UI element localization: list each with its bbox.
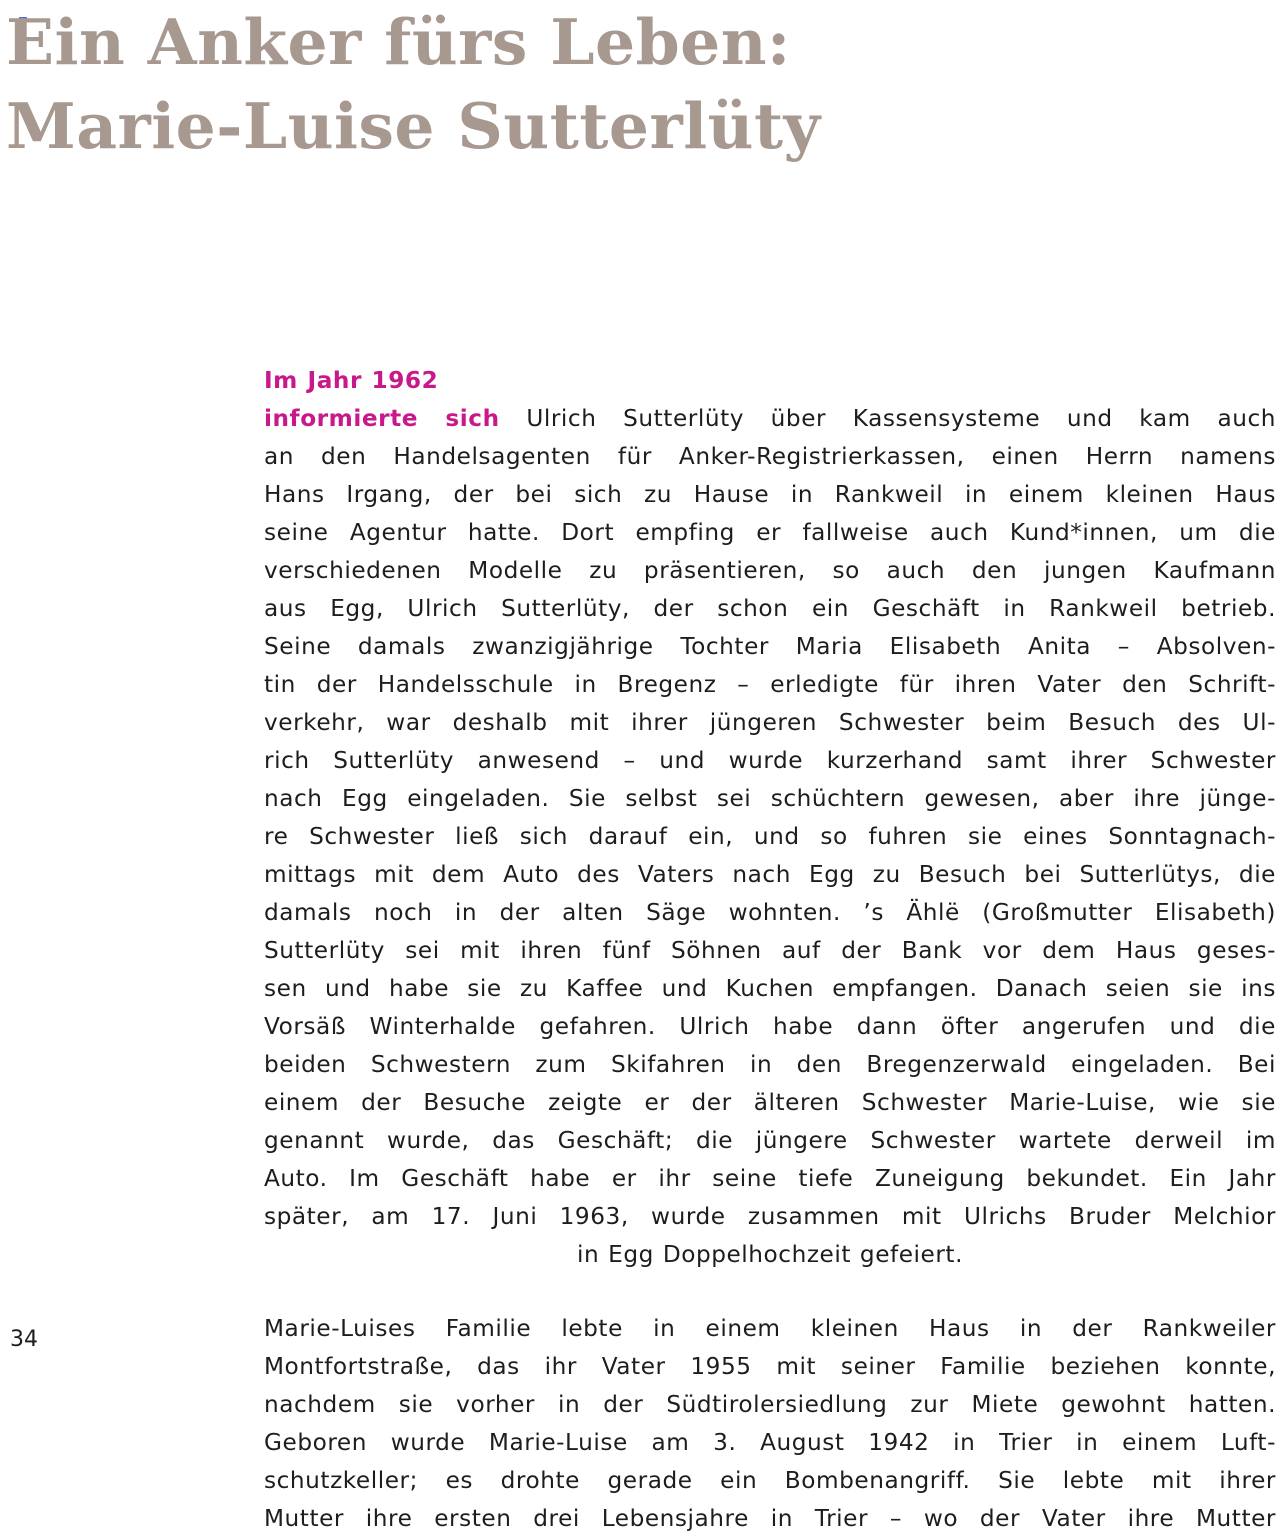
paragraph-line: Auto. Im Geschäft habe er ihr seine tiefe Zuneigung bekundet. Ein Jahr <box>264 1165 1276 1192</box>
paragraph-line: genannt wurde, das Geschäft; die jüngere Schwester wartete derweil im <box>264 1127 1276 1154</box>
paragraph-2-lines <box>264 1310 1276 1535</box>
paragraph-1 <box>264 362 1276 1274</box>
paragraph-line: mittags mit dem Auto des Vaters nach Egg zu Besuch bei Sutterlütys, die <box>264 861 1276 888</box>
paragraph-line: seine Agentur hatte. Dort empfing er fallweise auch Kund*innen, um die <box>264 519 1276 546</box>
paragraph-last-line: in Egg Doppelhochzeit gefeiert. <box>577 1241 963 1268</box>
paragraph-line: aus Egg, Ulrich Sutterlüty, der schon ein Geschäft in Rankweil betrieb. <box>264 595 1276 622</box>
paragraph-line: damals noch in der alten Säge wohnten. ’s Ählë (Großmutter Elisabeth) <box>264 899 1276 926</box>
paragraph-line: verschiedenen Modelle zu präsentieren, so auch den jungen Kaufmann <box>264 557 1276 584</box>
paragraph-line: später, am 17. Juni 1963, wurde zusammen mit Ulrichs Bruder Melchior <box>264 1203 1276 1230</box>
paragraph-line: nach Egg eingeladen. Sie selbst sei schüchtern gewesen, aber ihre jünge- <box>264 785 1276 812</box>
paragraph-line: Sutterlüty sei mit ihren fünf Söhnen auf der Bank vor dem Haus geses- <box>264 937 1276 964</box>
paragraph-line: verkehr, war deshalb mit ihrer jüngeren Schwester beim Besuch des Ul- <box>264 709 1276 736</box>
paragraph-line: tin der Handelsschule in Bregenz – erledigte für ihren Vater den Schrift- <box>264 671 1276 698</box>
paragraph-line: rich Sutterlüty anwesend – und wurde kurzerhand samt ihrer Schwester <box>264 747 1276 774</box>
paragraph-line: Geboren wurde Marie-Luise am 3. August 1942 in Trier in einem Luft- <box>264 1429 1276 1456</box>
paragraph-1-lines <box>264 438 1276 1236</box>
paragraph-line: an den Handelsagenten für Anker-Registrierkassen, einen Herrn namens <box>264 443 1276 470</box>
paragraph-line: einem der Besuche zeigte er der älteren Schwester Marie-Luise, wie sie <box>264 1089 1276 1116</box>
first-line-text: Ulrich Sutterlüty über Kassensysteme und kam auch <box>499 405 1276 432</box>
paragraph-line: Vorsäß Winterhalde gefahren. Ulrich habe dann öfter angerufen und die <box>264 1013 1276 1040</box>
paragraph-line: Mutter ihre ersten drei Lebensjahre in Trier – wo der Vater ihre Mutter <box>264 1505 1276 1532</box>
page-number: 34 <box>10 1327 38 1352</box>
paragraph-line: sen und habe sie zu Kaffee und Kuchen empfangen. Danach seien sie ins <box>264 975 1276 1002</box>
paragraph-line: beiden Schwestern zum Skifahren in den Bregenzerwald eingeladen. Bei <box>264 1051 1276 1078</box>
paragraph-line: Hans Irgang, der bei sich zu Hause in Rankweil in einem kleinen Haus <box>264 481 1276 508</box>
lead-heading: Im Jahr 1962 <box>264 367 439 394</box>
paragraph-line: Marie-Luises Familie lebte in einem kleinen Haus in der Rankweiler <box>264 1315 1276 1342</box>
paragraph-line: re Schwester ließ sich darauf ein, und so fuhren sie eines Sonntagnach- <box>264 823 1276 850</box>
paragraph-line: schutzkeller; es drohte gerade ein Bombenangriff. Sie lebte mit ihrer <box>264 1467 1276 1494</box>
title-line-1: Ein Anker fürs Leben: <box>6 5 791 79</box>
paragraph-line: Montfortstraße, das ihr Vater 1955 mit seiner Familie beziehen konnte, <box>264 1353 1276 1380</box>
paragraph-line: nachdem sie vorher in der Südtirolersiedlung zur Miete gewohnt hatten. <box>264 1391 1276 1418</box>
paragraph-line: Seine damals zwanzigjährige Tochter Maria Elisabeth Anita – Absolven- <box>264 633 1276 660</box>
title-line-2: Marie-Luise Sutterlüty <box>6 89 821 163</box>
page-title <box>6 0 821 168</box>
paragraph-line <box>264 400 1276 438</box>
paragraph-2 <box>264 1310 1276 1535</box>
lead-phrase: informierte sich <box>264 405 500 432</box>
